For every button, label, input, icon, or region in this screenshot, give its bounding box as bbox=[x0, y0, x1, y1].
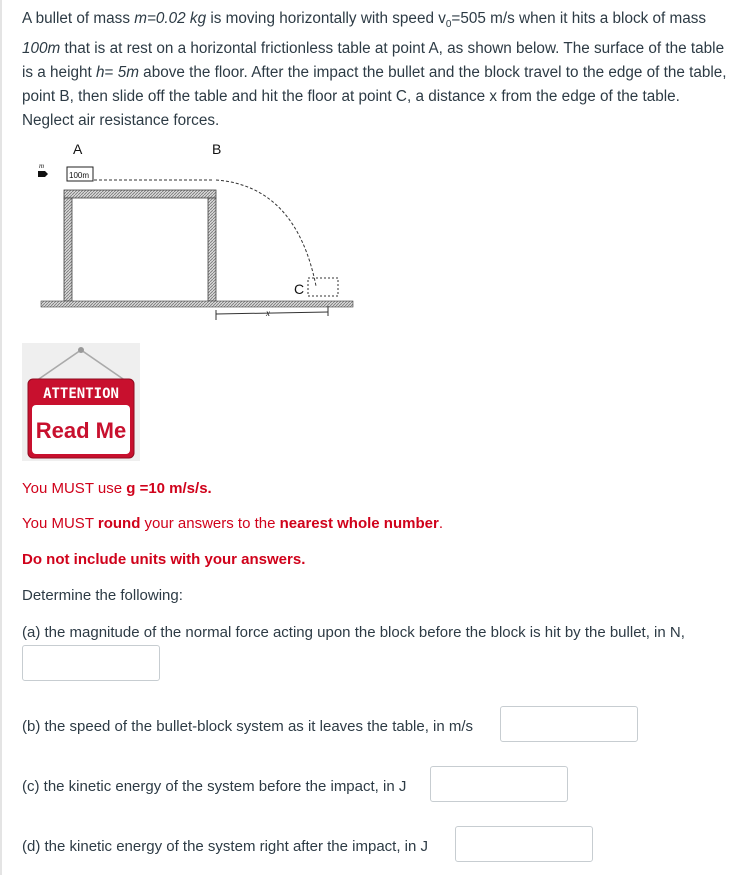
sign-read-me-text: Read Me bbox=[35, 418, 127, 443]
x-dim-line bbox=[216, 312, 328, 314]
label-x: x bbox=[266, 308, 270, 318]
determine-prompt: Determine the following: bbox=[22, 587, 183, 604]
label-a: A bbox=[73, 141, 83, 157]
floor bbox=[41, 301, 353, 307]
note-gravity: You MUST use g =10 m/s/s. bbox=[22, 480, 212, 497]
answer-d-input[interactable] bbox=[455, 826, 593, 862]
question-c-text: (c) the kinetic energy of the system before the impact, in J bbox=[22, 778, 407, 795]
answer-c-input[interactable] bbox=[430, 766, 568, 802]
answer-a-input[interactable] bbox=[22, 645, 160, 681]
question-b-text: (b) the speed of the bullet-block system as it leaves the table, in m/s bbox=[22, 718, 474, 735]
note-units: Do not include units with your answers. bbox=[22, 551, 306, 568]
question-d-text: (d) the kinetic energy of the system right after the impact, in J bbox=[22, 838, 429, 855]
landed-block bbox=[308, 278, 338, 296]
block-label: 100m bbox=[69, 171, 90, 180]
attention-sign bbox=[22, 343, 140, 461]
hanging-nail bbox=[78, 347, 84, 353]
table-leg-left bbox=[64, 198, 72, 301]
label-b: B bbox=[212, 141, 222, 157]
sign-attention-text: ATTENTION bbox=[43, 386, 119, 402]
question-a-text: (a) the magnitude of the normal force acting upon the block before the block is hit by the bullet, in N, bbox=[22, 624, 685, 641]
label-c: C bbox=[294, 281, 305, 297]
table-top bbox=[64, 190, 216, 198]
page-left-border bbox=[0, 0, 2, 875]
trajectory-path bbox=[216, 180, 316, 286]
note-rounding: You MUST round your answers to the nearest whole number. bbox=[22, 515, 443, 532]
label-m: m bbox=[39, 162, 45, 170]
answer-b-input[interactable] bbox=[500, 706, 638, 742]
bullet-block-diagram bbox=[36, 138, 356, 328]
problem-statement: A bullet of mass m=0.02 kg is moving horizontally with speed $v_0=505$ m/s when it hits a block of mass 100m that is at rest on a horizontal frictionless table at point A, as shown below. The surface of the table is a height h= 5m above the floor. After the impact the bullet and the block travel to the edge of the table, point B, then slide off the table and hit the floor at point C, a distance x from the edge of the table. Neglect air resistance forces. bbox=[22, 10, 727, 130]
table-leg-right bbox=[208, 198, 216, 301]
bullet-shape bbox=[38, 171, 48, 177]
